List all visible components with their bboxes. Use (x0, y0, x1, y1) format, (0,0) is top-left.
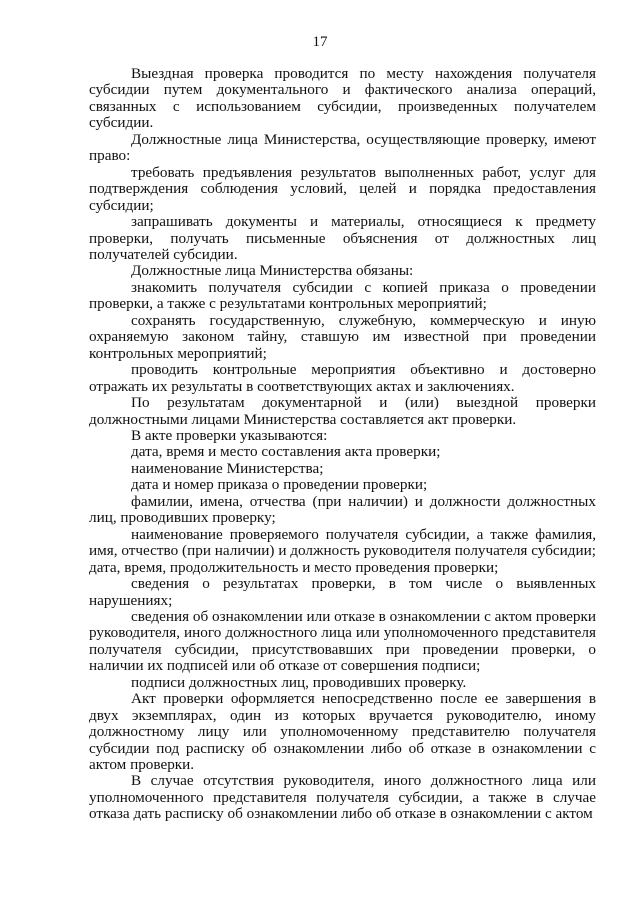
page-number: 17 (312, 34, 328, 50)
document-body (89, 66, 596, 823)
paragraph: требовать предъявления результатов выполненных работ, услуг для подтверждения соблюдения условий, целей и порядка предоставления субсидии; (89, 163, 596, 214)
paragraph: Должностные лица Министерства, осуществляющие проверку, имеют право: (89, 130, 596, 165)
paragraph: В акте проверки указываются: (131, 426, 328, 444)
paragraph: дата, время и место составления акта проверки; (131, 443, 441, 461)
paragraph: знакомить получателя субсидии с копией приказа о проведении проверки, а также с результатами контрольных мероприятий; (89, 278, 596, 313)
paragraph: Должностные лица Министерства обязаны: (131, 262, 414, 280)
paragraph: сохранять государственную, служебную, коммерческую и иную охраняемую законом тайну, ставшую им известной при проведении контрольных мероприятий; (89, 311, 596, 362)
paragraph: Выездная проверка проводится по месту нахождения получателя субсидии путем документального и фактического анализа операций, связанных с использованием субсидии, произведенных получателем субсидии. (89, 65, 596, 132)
paragraph: дата и номер приказа о проведении проверки; (131, 476, 428, 494)
paragraph: сведения о результатах проверки, в том числе о выявленных нарушениях; (89, 575, 596, 609)
paragraph: По результатам документарной и (или) выездной проверки должностными лицами Министерства составляется акт проверки. (89, 394, 596, 428)
paragraph: наименование проверяемого получателя субсидии, а также фамилия, имя, отчество (при наличии) и должность руководителя получателя субсидии; дата, время, продолжительность и место проведения проверки; (89, 525, 596, 576)
paragraph: В случае отсутствия руководителя, иного должностного лица или уполномоченного представителя получателя субсидии, а также в случае отказа дать расписку об ознакомлении либо об отказе в ознакомлении с актом (89, 772, 596, 823)
paragraph: подписи должностных лиц, проводивших проверку. (131, 673, 467, 691)
paragraph: Акт проверки оформляется непосредственно после ее завершения в двух экземплярах, один из которых вручается руководителю, иному должностному лицу или уполномоченному представителю получателя субсидии под расписку об ознакомлении либо об отказе в ознакомлении с актом проверки. (89, 690, 596, 774)
paragraph: запрашивать документы и материалы, относящиеся к предмету проверки, получать письменные объяснения от должностных лиц получателей субсидии. (89, 213, 596, 263)
paragraph: сведения об ознакомлении или отказе в ознакомлении с актом проверки руководителя, иного должностного лица или уполномоченного представителя получателя субсидии, присутствовавших при проведении проверки, о наличии их подписей или об отказе от совершения подписи; (89, 607, 596, 675)
paragraph: фамилии, имена, отчества (при наличии) и должности должностных лиц, проводивших проверку; (89, 492, 596, 527)
paragraph: проводить контрольные мероприятия объективно и достоверно отражать их результаты в соответствующих актах и заключениях. (89, 361, 596, 395)
paragraph: наименование Министерства; (131, 459, 324, 477)
